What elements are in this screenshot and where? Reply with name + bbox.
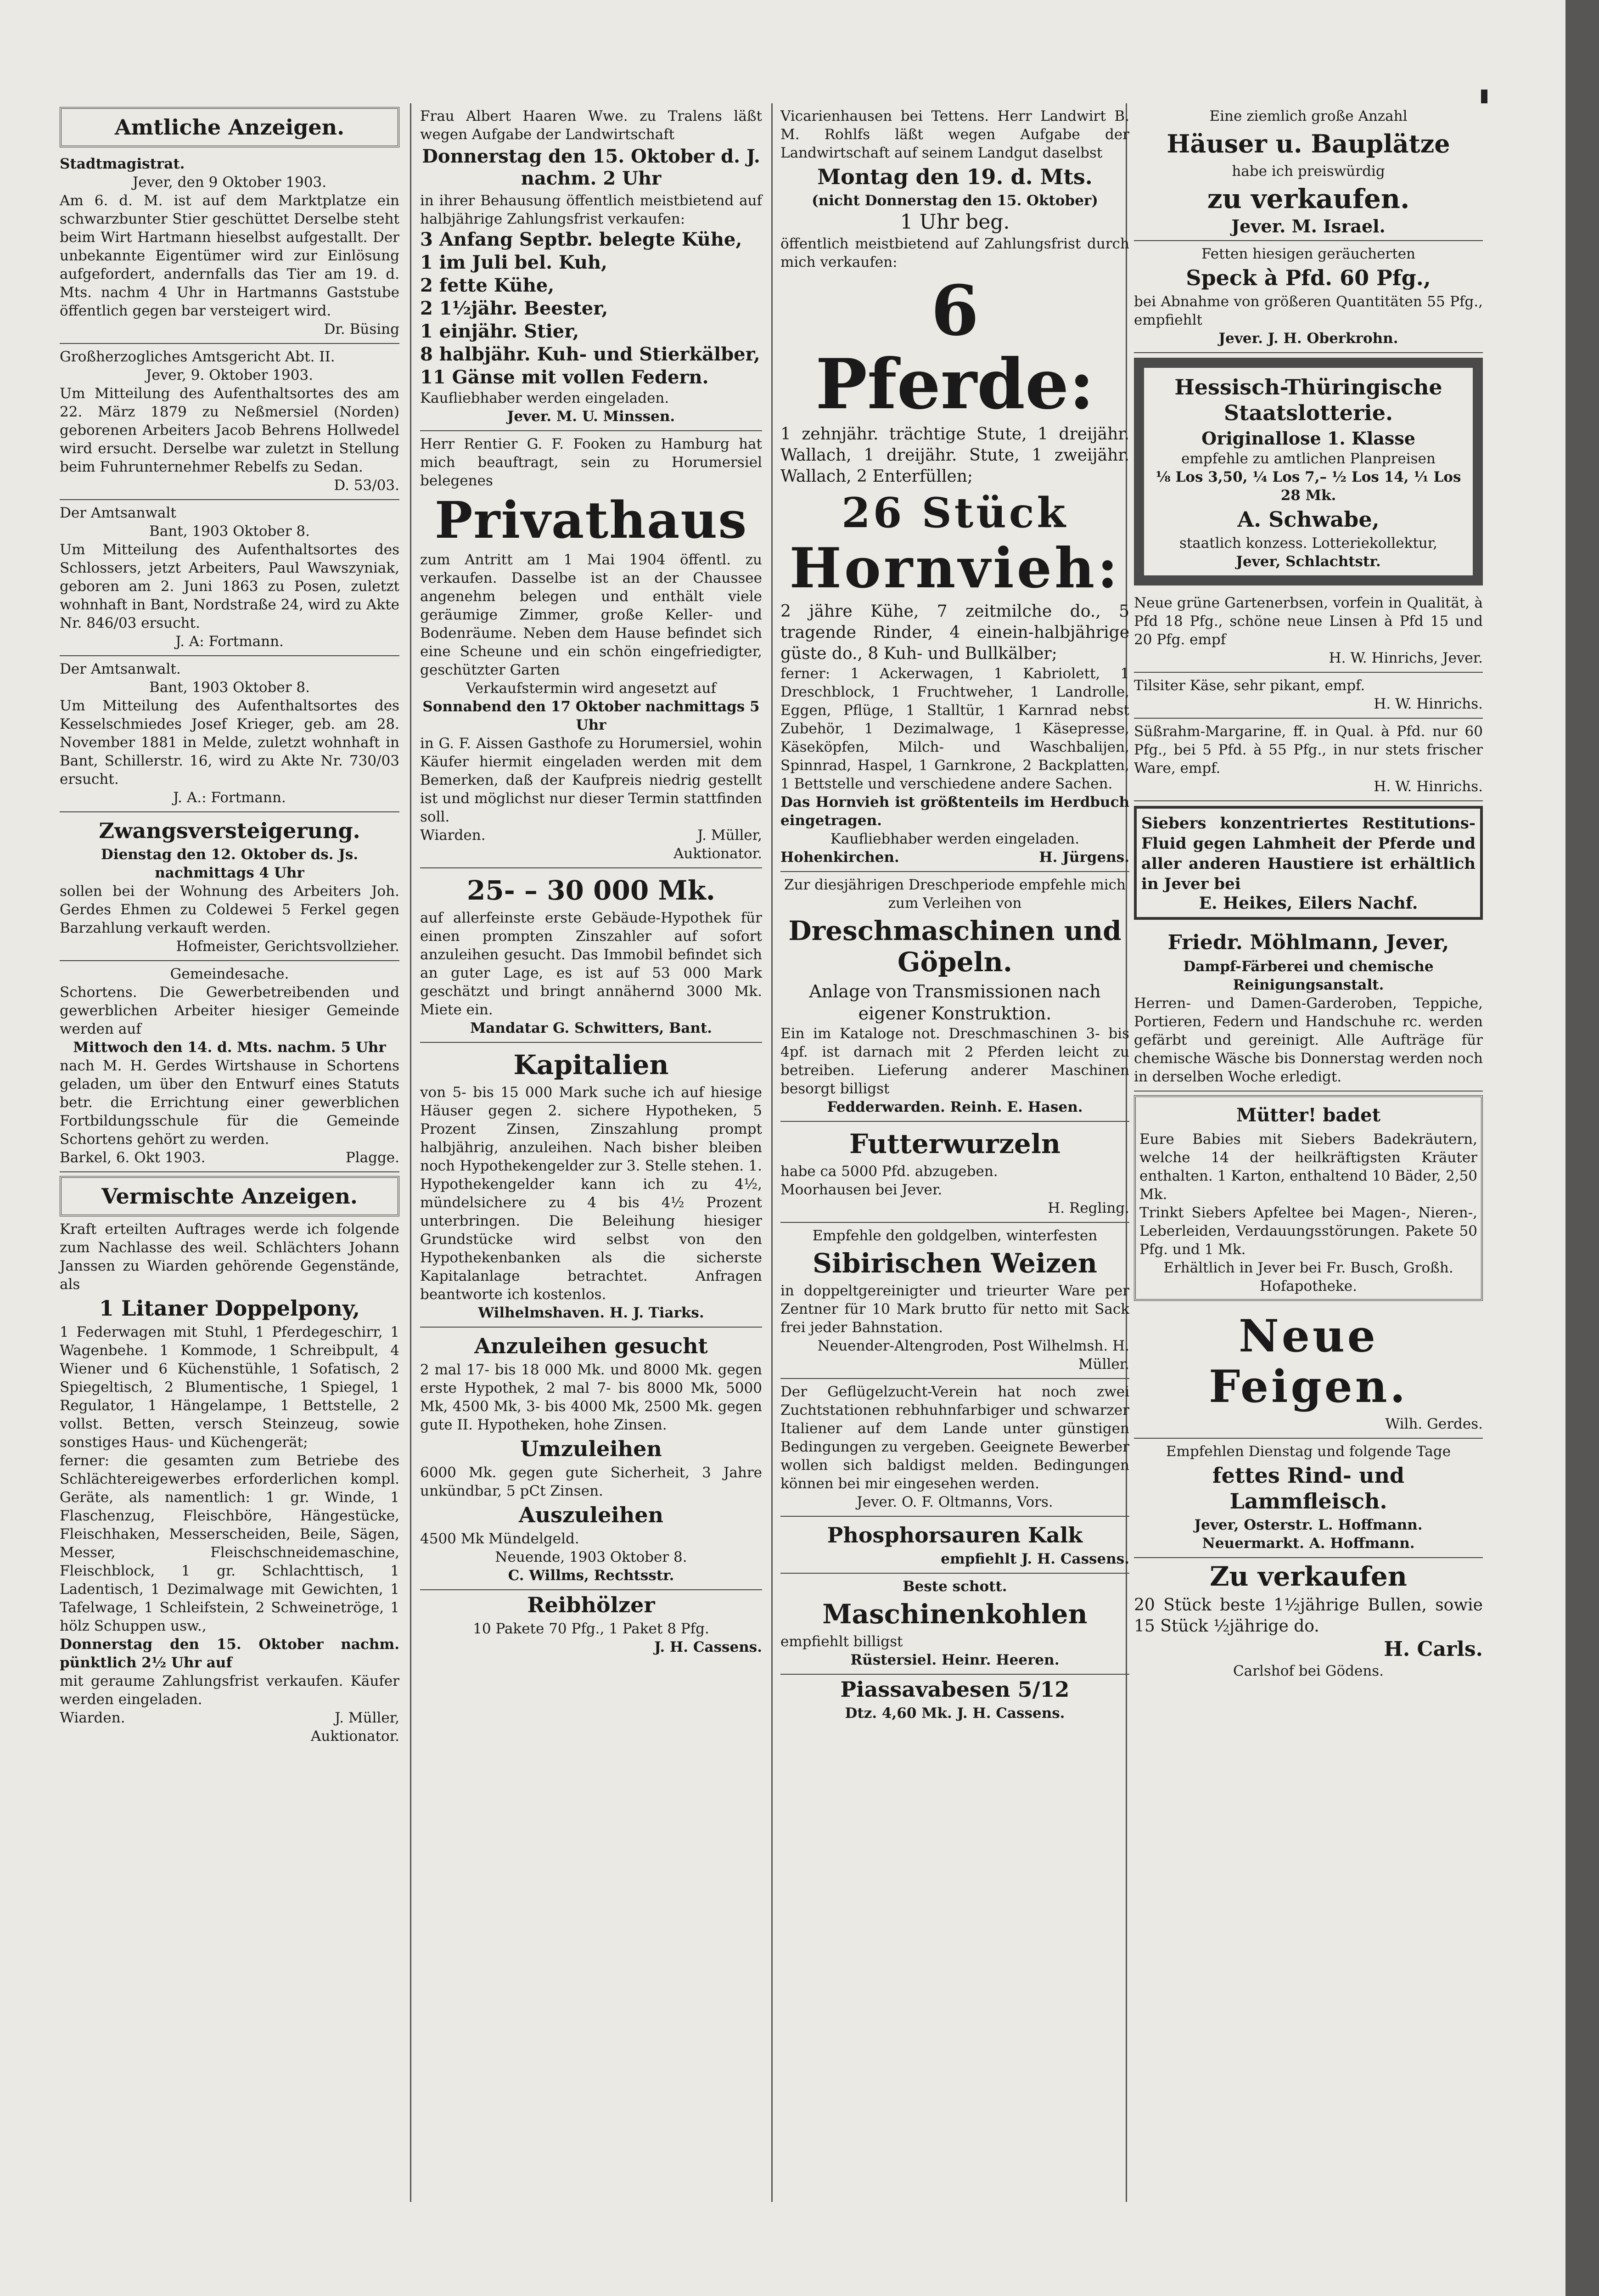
ad-fleisch [1134,1439,1483,1558]
ad-signature: Jever, Osterstr. L. Hoffmann. [1194,1517,1423,1533]
column-2 [415,103,767,2202]
ad-headline: zu verkaufen. [1207,183,1410,214]
ad-headline: Zu verkaufen [1210,1561,1407,1592]
ad-items: 1 Federwagen mit Stuhl, 1 Pferdegeschirr, 1 Wagenbehe. 1 Kommode, 1 Schreibpult, 4 Wiener und 6 Küchenstühle, 1 Sofatisch, 2 Spiegeltisch, 2 Blumentische, 1 Spiegel, 1 Regulator, 1 Hängelampe, 1 Bettstelle, 2 vollst. Betten, versch Steinzeug, sowie sonstiges Haus- und Küchengerät; [60,1324,399,1451]
vermischte-header-box [60,1176,399,1216]
notice-text: Um Mitteilung des Aufenthaltsortes des am 22. März 1879 zu Neßmersiel (Norden) geborenen Arbeiters Jacob Behrens Hollwedel wird ersucht. Derselbe war zuletzt in Stellung beim Fuhrunternehmer Rebelfs zu Sedan. [60,385,399,475]
ad-signature: Dtz. 4,60 Mk. J. H. Cassens. [845,1705,1065,1722]
ad-text: Anlage von Transmissionen nach eigener Konstruktion. [809,981,1101,1024]
ad-note: Das Hornvieh ist größtenteils im Herdbuch eingetragen. [780,794,1129,829]
ad-text: Eure Babies mit Siebers Badekräutern, welche 14 der heilkräftigsten Kräuter enthalten. 1 Karton, enthaltend 10 Bäder, 2,50 Mk. [1139,1131,1477,1203]
ad-headline: 1 Litaner Doppelpony, [99,1296,360,1321]
ad-signature: H. W. Hinrichs. [1374,778,1483,795]
notice-signature: J. A: Fortmann. [175,633,284,650]
ad-date: Donnerstag den 15. Oktober d. J. nachm. 2 Uhr [422,146,760,189]
ad-kapitalien [420,1043,762,1328]
ad-date: Neuende, 1903 Oktober 8. [495,1549,687,1565]
ad-signature: Fedderwarden. Reinh. E. Hasen. [827,1099,1083,1115]
ad-gefluegelzucht [780,1379,1129,1517]
ad-headline: Auszuleihen [519,1503,663,1527]
notice-signature [60,1148,399,1167]
ad-feigen [1134,1305,1483,1439]
ad-text: 2 mal 17- bis 18 000 Mk. und 8000 Mk. gegen erste Hypothek, 2 mal 7- bis 8000 Mk, 5000 Mk, 4500 Mk, 3- bis 4000 Mk, 2500 Mk. gegen gute II. Hypotheken, hohe Zinsen. [420,1362,762,1433]
ad-signature: E. Heikes, Eilers Nachf. [1199,894,1418,913]
notice-signature: Hofmeister, Gerichtsvollzieher. [176,938,399,955]
ad-item: 2 1½jähr. Beester, [420,298,608,319]
notice-date: Bant, 1903 Oktober 8. [149,523,310,540]
notice-amtsgericht [60,344,399,500]
ad-signature: Rüstersiel. Heinr. Heeren. [850,1652,1060,1668]
notice-gemeindesache [60,961,399,1172]
ad-text: Herren- und Damen-Garderoben, Teppiche, Portieren, Federn und Handschuhe rc. werden gefärbt und gereinigt. Alle Aufträge für chemische Wäsche bis Donnerstag werden noch in derselben Woche erledigt. [1134,995,1483,1085]
ad-place: Moorhausen bei Jever. [780,1182,943,1198]
ad-headline: 25- – 30 000 Mk. [467,875,715,906]
ad-name: A. Schwabe, [1237,507,1380,532]
ad-maschinenkohlen [780,1574,1129,1675]
ad-headline: Privathaus [434,490,748,550]
ad-text: Kaufliebhaber werden eingeladen. [420,390,669,406]
notice-title: Stadtmagistrat. [60,156,185,172]
ad-text: Siebers konzentriertes Restitutions-Fluid gegen Lahmheit der Pferde und aller anderen Haustiere ist erhältlich in Jever bei [1141,814,1476,893]
ad-margarine [1134,719,1483,801]
ad-text: Erhältlich in Jever bei Fr. Busch, Großh. Hofapotheke. [1163,1260,1453,1294]
ad-item: 11 Gänse mit vollen Federn. [420,366,709,388]
ad-signature: Mandatar G. Schwitters, Bant. [470,1020,713,1036]
ad-items: ferner: die gesamten zum Betriebe des Schlächtereigewerbes erforderlichen kompl. Geräte, als namentlich: 1 gr. Winde, 1 Flaschenzug, Fleischböre, Hängestücke, Fleischhaken, Messerscheiden, Beile, Sägen, Messer, Fleischschneidemaschine, Fleischblock, 1 gr. Schlachttisch, 1 Ladentisch, 1 Dezimalwage mit Gewichten, 1 Tafelwage, 1 Schleifstein, 2 Schweinetröge, 1 hölz Schuppen usw., [60,1452,399,1634]
notice-title: Der Amtsanwalt [60,505,176,521]
ad-headline: Sibirischen Weizen [813,1248,1097,1279]
notice-title: Großherzogliches Amtsgericht Abt. II. [60,349,335,365]
ad-text: Fetten hiesigen geräucherten [1201,246,1415,262]
signature-place: Hohenkirchen. [780,849,899,866]
ad-text: Vicarienhausen bei Tettens. Herr Landwirt B. M. Rohlfs läßt wegen Aufgabe der Landwirtschaft auf seinem Landgut daselbst [780,108,1129,161]
notice-headline: Zwangsversteigerung. [99,818,360,843]
notice-text: sollen bei der Wohnung des Arbeiters Joh. Gerdes Ehmen zu Coldewei 5 Ferkel gegen Barzahlung verkauft werden. [60,883,399,936]
ad-signature [60,1709,399,1727]
ad-text: Frau Albert Haaren Wwe. zu Tralens läßt wegen Aufgabe der Landwirtschaft [420,108,762,143]
ad-headline: Reibhölzer [527,1593,655,1617]
ad-text: Neue grüne Gartenerbsen, vorfein in Qualität, à Pfd 18 Pfg., schöne neue Linsen à Pfd 15 und 20 Pfg. empf [1134,595,1483,648]
ad-text: Herr Rentier G. F. Fooken zu Hamburg hat mich beauftragt, sein zu Horumersiel belegenes [420,436,762,489]
ad-text: empfiehlt billigst [780,1633,903,1650]
notice-date: Mittwoch den 14. d. Mts. nachm. 5 Uhr [73,1039,386,1056]
ad-auction-janssen [60,1220,399,1745]
ad-place: Carlshof bei Gödens. [1233,1663,1384,1679]
ad-headline: Piassavabesen 5/12 [840,1677,1070,1702]
ad-headline: Anzuleihen gesucht [474,1334,708,1358]
ad-dreschmaschinen [780,872,1129,1122]
ad-text: 4500 Mk Mündelgeld. [420,1531,579,1547]
notice-zwangsversteigerung [60,812,399,961]
ad-text: staatlich konzess. Lotteriekollektur, [1179,535,1438,551]
ad-items: 1 zehnjähr. trächtige Stute, 1 dreijähr. Wallach, 1 dreijähr. Stute, 1 zweijähr. Wallach, 2 Enterfüllen; [780,425,1129,486]
ad-headline: Futterwurzeln [849,1128,1061,1159]
ad-reibhoelzer [420,1592,762,1656]
ad-text: Ein im Kataloge not. Dreschmaschinen 3- bis 4pf. ist darnach mit 2 Pferden leicht zu betreiben. Lieferung anderer Maschinen besorgt billigst [780,1025,1129,1097]
ad-headline: Umzuleihen [520,1436,662,1461]
ad-signature: empfiehlt J. H. Cassens. [941,1551,1129,1567]
notice-amtsanwalt-1 [60,500,399,656]
ad-headline: fettes Rind- und Lammfleisch. [1212,1463,1405,1514]
ad-headline: Hornvieh: [789,536,1121,601]
signature-place: Wiarden. [420,827,486,844]
ad-futterwurzeln [780,1122,1129,1223]
ad-text: bei Abnahme von größeren Quantitäten 55 Pfg., empfiehlt [1134,293,1483,328]
ad-headline: 6 Pferde: [815,270,1094,425]
ad-staatslotterie [1134,358,1483,585]
ad-signature: J. H. Cassens. [654,1639,762,1655]
column-3 [776,103,1134,2202]
notice-signature: Dr. Büsing [324,321,399,338]
notice-text: Um Mitteilung des Aufenthaltsortes des Schlossers, jetzt Arbeiters, Paul Wawszyniak, geboren am 2. Juni 1863 zu Posen, zuletzt wohnhaft in Bant, Nordstraße 24, wird zu Akte Nr. 846/03 ersucht. [60,541,399,631]
ad-text: Der Geflügelzucht-Verein hat noch zwei Zuchtstationen rebhuhnfarbiger und schwarzer Italiener auf dem Lande unter günstigen Bedingungen zu vergeben. Geeignete Bewerber wollen sich baldigst melden. Bedingungen können bei mir eingesehen werden. [780,1384,1129,1492]
ad-item: 1 im Juli bel. Kuh, [420,252,607,273]
ad-text: 6000 Mk. gegen gute Sicherheit, 3 Jahre unkündbar, 5 pCt Zinsen. [420,1464,762,1499]
ad-text: Empfehlen Dienstag und folgende Tage [1166,1443,1451,1460]
ad-text: in G. F. Aissen Gasthofe zu Horumersiel, wohin Käufer hiermit eingeladen werden mit dem Bemerken, daß der Kaufpreis niedrig gestellt ist und möglichst nur dieser Termin stattfinden soll. [420,735,762,825]
signature-name: J. Müller, [697,827,762,844]
ad-text: habe ca 5000 Pfd. abzugeben. [780,1163,998,1180]
notice-signature: J. A.: Fortmann. [173,789,286,806]
notice-date: Jever, den 9 Oktober 1903. [132,174,327,191]
ad-headline: Speck à Pfd. 60 Pfg., [1186,265,1431,290]
ad-privathaus [420,431,762,868]
ad-badekraeuter [1134,1095,1483,1301]
ad-text: in ihrer Behausung öffentlich meistbietend auf halbjährige Zahlungsfrist verkaufen: [420,192,762,227]
amtliche-header-box [60,107,399,147]
ad-items: ferner: 1 Ackerwagen, 1 Kabriolett, 1 Dreschblock, 1 Fruchtweher, 1 Landrolle, Eggen, Pflüge, 1 Stalltür, 1 Karnrad nebst Zubehör, 1 Dezimalwage, 1 Käsepresse, Käseköpfen, Milch- und Waschbalijen, Spinnrad, Haspel, 1 Garnkrone, 2 Backplatten, 1 Bettstelle und verschiedene andere Sachen. [780,665,1129,792]
ad-signature: Jever. M. U. Minssen. [507,408,675,425]
column-4 [1129,103,1487,2202]
ad-item: 2 fette Kühe, [420,275,555,296]
ad-auction-haaren [420,103,762,431]
section-header: Amtliche Anzeigen. [114,115,345,140]
ad-signature: Neuender-Altengroden, Post Wilhelmsh. H. Müller. [817,1338,1129,1373]
notice-text: Um Mitteilung des Aufenthaltsortes des Kesselschmiedes Josef Krieger, geb. am 28. November 1881 in Melde, zuletzt wohnhaft in Bant, Schillerstr. 16, wird zu Akte Nr. 730/03 ersucht. [60,698,399,788]
ad-date: Montag den 19. d. Mts. [817,164,1093,189]
ad-headline: Maschinenkohlen [822,1598,1088,1630]
ad-text: 10 Pakete 70 Pfg., 1 Paket 8 Pfg. [473,1621,709,1637]
ad-text: Kaufliebhaber werden eingeladen. [830,831,1080,847]
ad-headline: 26 Stück [842,489,1068,537]
ad-items: 2 jähre Kühe, 7 zeitmilche do., 5 tragende Rinder, 4 einein-halbjährige güste do., 8 Kuh- und Bullkälber; [780,602,1129,663]
ad-bullen [1134,1561,1483,1680]
ad-auction-rohlfs [780,103,1129,872]
notice-text: Schortens. Die Gewerbetreibenden und gewerblichen Arbeiter hiesiger Gemeinde werden auf [60,984,399,1037]
ad-text: empfehle zu amtlichen Planpreisen [1181,450,1436,467]
ad-prices: ⅛ Los 3,50, ¼ Los 7,– ½ Los 14, ¹⁄₁ Los 28 Mk. [1156,469,1461,504]
ad-erbsen [1134,590,1483,673]
ad-signature: Jever. M. Israel. [1231,216,1386,236]
notice-text: Am 6. d. M. ist auf dem Marktplatze ein schwarzbunter Stier geschüttet Derselbe steht beim Wirt Hartmann hieselbst aufgestallt. Der unbekannte Eigentümer wird zur Einlösung aufgefordert, andernfalls das Tier am 19. d. Mts. nachm 4 Uhr in Hartmanns Gaststube öffentlich gegen bar versteigert wird. [60,192,399,319]
ad-date-note: (nicht Donnerstag den 15. Oktober) [812,192,1098,209]
ad-headline: Dreschmaschinen und Göpeln. [788,915,1122,978]
ad-date: Sonnabend den 17 Oktober nachmittags 5 Uhr [422,698,760,733]
ad-speck [1134,241,1483,353]
ad-text: mit geraume Zahlungsfrist verkaufen. Käufer werden eingeladen. [60,1673,399,1708]
ad-restitutions-fluid [1134,806,1483,920]
ad-text: Originallose 1. Klasse [1201,428,1415,449]
ad-item: 1 einjähr. Stier, [420,321,579,342]
signature-place: Barkel, 6. Okt 1903. [60,1149,206,1166]
ad-text: Empfehle den goldgelben, winterfesten [812,1227,1098,1244]
ad-signature: C. Willms, Rechtsstr. [508,1567,674,1584]
section-header: Vermischte Anzeigen. [101,1184,358,1209]
ad-text: Eine ziemlich große Anzahl [1209,108,1408,124]
ad-signature: Wilh. Gerdes. [1385,1416,1483,1432]
ad-text: in doppeltgereinigter und trieurter Ware per Zentner für 10 Mark brutto für netto mit Sack frei jeder Bahnstation. [780,1283,1129,1336]
column-rule [771,103,773,2202]
ad-text: 20 Stück beste 1½jährige Bullen, sowie 15 Stück ½jährige do. [1134,1596,1483,1636]
ad-item: 3 Anfang Septbr. belegte Kühe, [420,229,742,250]
ad-kaese [1134,673,1483,719]
ad-text: öffentlich meistbietend auf Zahlungsfrist durch mich verkaufen: [780,236,1129,270]
ad-signature: H. W. Hinrichs, Jever. [1329,650,1483,666]
notice-date: Dienstag den 12. Oktober ds. Js. nachmittags 4 Uhr [101,846,359,881]
ad-text: von 5- bis 15 000 Mark suche ich auf hiesige Häuser gegen 2. sichere Hypotheken, 5 Prozent Zinsen, Zinszahlung prompt halbjährig, anzuleihen. Nach bisher bleiben noch Hypothekengelder zur 3. Stelle stehen. 1. Hypothekengelder kann ich zu 4½, mündelsichere zu 4 bis 4½ Prozent unterbringen. Die Beleihung hiesiger Grundstücke wird selbst von den Hypothekenbanken als die sicherste Kapitalanlage betrachtet. Anfragen beantworte ich kostenlos. [420,1084,762,1303]
notice-title: Gemeindesache. [170,966,289,982]
ad-moehlmann [1134,924,1483,1092]
ad-headline: Neue Feigen. [1209,1310,1408,1412]
ad-signature: Wilhelmshaven. H. J. Tiarks. [478,1305,704,1321]
ad-headline: Hessisch-Thüringische Staatslotterie. [1174,375,1442,425]
ad-text: auf allerfeinste erste Gebäude-Hypothek für einen prompten Zinszahler auf sofort anzuleihen gesucht. Das Immobil befindet sich an guter Lage, es ist auf 53 000 Mark geschätzt und bringt annähernd 3000 Mk. Miete ein. [420,910,762,1018]
notice-title: Der Amtsanwalt. [60,661,181,677]
signature-role: Auktionator. [310,1728,399,1745]
signature-name: H. Jürgens. [1039,849,1129,866]
page-edge [1565,0,1599,2296]
notice-amtsanwalt-2 [60,656,399,812]
ad-signature: H. Regling. [1048,1200,1129,1216]
ad-text: Dampf-Färberei und chemische Reinigungsanstalt. [1183,958,1434,993]
ad-signature [780,848,1129,867]
ad-text: Trinkt Siebers Apfeltee bei Magen-, Nieren-, Leberleiden, Verdauungsstörungen. Pakete 50 Pfg. und 1 Mk. [1139,1204,1477,1258]
ad-signature: Jever. J. H. Oberkrohn. [1218,330,1398,347]
ad-text: Beste schott. [903,1578,1007,1595]
ad-name: H. Carls. [1384,1638,1483,1661]
ad-hypothek [420,868,762,1043]
ad-signature: Jever. O. F. Oltmanns, Vors. [857,1494,1053,1510]
ad-time: 1 Uhr beg. [900,210,1010,234]
notice-text: nach M. H. Gerdes Wirtshause in Schortens geladen, um über den Entwurf eines Statuts betr. die Errichtung einer gewerblichen Fortbildungsschule für die Gemeinde Schortens gehört zu werden. [60,1058,399,1148]
signature-role: Auktionator. [673,845,762,862]
notice-stadtmagistrat [60,151,399,344]
ad-signature [420,826,762,844]
ad-item: 8 halbjähr. Kuh- und Stierkälber, [420,343,760,365]
signature-place: Wiarden. [60,1710,125,1726]
ad-text: Tilsiter Käse, sehr pikant, empf. [1134,677,1365,694]
column-1 [55,103,404,2202]
ad-headline: Phosphorsauren Kalk [827,1523,1083,1548]
ad-headline: Mütter! badet [1236,1104,1381,1126]
ad-headline: Friedr. Möhlmann, Jever, [1167,931,1449,954]
ad-text: Kraft erteilten Auftrages werde ich folgende zum Nachlasse des weil. Schlächters Johann Janssen zu Wiarden gehörende Gegenstände, als [60,1221,399,1293]
ad-date: Donnerstag den 15. Oktober nachm. pünktlich 2½ Uhr auf [60,1636,399,1671]
corner-mark [1481,90,1487,103]
ad-weizen [780,1223,1129,1379]
ad-text: Süßrahm-Margarine, ff. in Qual. à Pfd. nur 60 Pfg., bei 5 Pfd. à 55 Pfg., in nur stets frischer Ware, empf. [1134,723,1483,777]
signature-name: J. Müller, [335,1710,399,1726]
ad-haeuser [1134,103,1483,241]
ad-text: Zur diesjährigen Dreschperiode empfehle mich zum Verleihen von [784,877,1126,912]
ad-signature: Neuermarkt. A. Hoffmann. [1202,1535,1415,1552]
ad-headline: Kapitalien [513,1049,669,1080]
ad-headline: Häuser u. Bauplätze [1167,129,1450,158]
notice-reference: D. 53/03. [334,477,399,494]
notice-date: Jever, 9. Oktober 1903. [146,367,314,383]
ad-kalk [780,1517,1129,1574]
ad-text: Verkaufstermin wird angesetzt auf [466,680,716,697]
ad-text: zum Antritt am 1 Mai 1904 öffentl. zu verkaufen. Dasselbe ist an der Chaussee angenehm belegen und enthält viele geräumige Zimmer, große Keller- und Bodenräume. Neben dem Hause befindet sich eine Scheune und ein schön eingefriedigter, geschützter Garten [420,551,762,678]
signature-name: Plagge. [345,1149,399,1166]
ad-signature: Jever, Schlachtstr. [1236,553,1381,570]
ad-text: habe ich preiswürdig [1232,163,1385,180]
notice-date: Bant, 1903 Oktober 8. [149,679,310,696]
ad-signature: H. W. Hinrichs. [1374,696,1483,712]
column-rule [410,103,411,2202]
ad-piassavabesen [780,1677,1129,1722]
ad-anzuleihen [420,1328,762,1590]
